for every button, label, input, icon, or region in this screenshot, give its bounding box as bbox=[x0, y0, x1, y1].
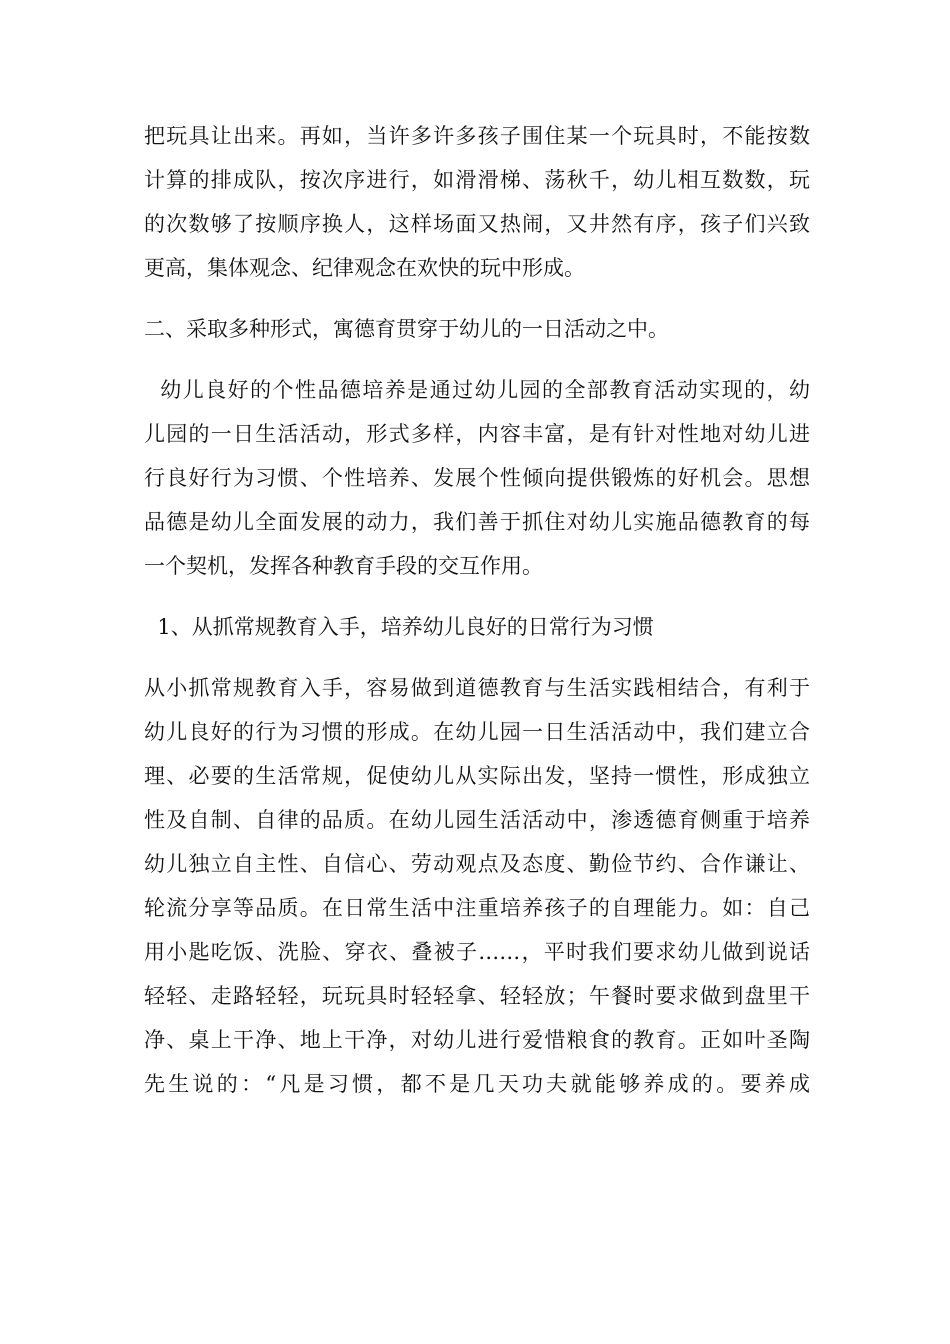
text-line: 幼儿良好的个性品德培养是通过幼儿园的全部教育活动实现的，幼 bbox=[144, 378, 810, 402]
text-line: 更高，集体观念、纪律观念在欢快的玩中形成。 bbox=[144, 256, 585, 280]
section-heading-two bbox=[144, 307, 810, 351]
text-line: 幼儿独立自主性、自信心、劳动观点及态度、勤俭节约、合作谦让、 bbox=[144, 852, 810, 876]
text-line: 轮流分享等品质。在日常生活中注重培养孩子的自理能力。如：自己 bbox=[144, 896, 810, 920]
text-line: 儿园的一日生活活动，形式多样，内容丰富，是有针对性地对幼儿进 bbox=[144, 422, 810, 446]
paragraph-character-education bbox=[144, 368, 810, 588]
text-line: 理、必要的生活常规，促使幼儿从实际出发，坚持一惯性，形成独立 bbox=[144, 764, 810, 788]
paragraph-routine-education bbox=[144, 666, 810, 1106]
text-line: 品德是幼儿全面发展的动力，我们善于抓住对幼儿实施品德教育的每 bbox=[144, 510, 810, 534]
text-line: 性及自制、自律的品质。在幼儿园生活活动中，渗透德育侧重于培养 bbox=[144, 808, 810, 832]
text-line: 从小抓常规教育入手，容易做到道德教育与生活实践相结合，有利于 bbox=[144, 676, 810, 700]
heading-line: 二、采取多种形式，寓德育贯穿于幼儿的一日活动之中。 bbox=[144, 317, 669, 341]
text-line: 行良好行为习惯、个性培养、发展个性倾向提供锻炼的好机会。思想 bbox=[144, 466, 810, 490]
text-line: 的次数够了按顺序换人，这样场面又热闹，又井然有序，孩子们兴致 bbox=[144, 212, 810, 236]
text-line: 用小匙吃饭、洗脸、穿衣、叠被子……，平时我们要求幼儿做到说话 bbox=[144, 940, 810, 964]
text-line: 把玩具让出来。再如，当许多许多孩子围住某一个玩具时，不能按数 bbox=[144, 124, 810, 148]
text-line: 计算的排成队，按次序进行，如滑滑梯、荡秋千，幼儿相互数数，玩 bbox=[144, 168, 810, 192]
heading-line: 1、从抓常规教育入手，培养幼儿良好的日常行为习惯 bbox=[144, 615, 654, 639]
text-line: 轻轻、走路轻轻，玩玩具时轻轻拿、轻轻放；午餐时要求做到盘里干 bbox=[144, 984, 810, 1008]
text-line: 净、桌上干净、地上干净，对幼儿进行爱惜粮食的教育。正如叶圣陶 bbox=[144, 1028, 810, 1052]
text-line: 幼儿良好的行为习惯的形成。在幼儿园一日生活活动中，我们建立合 bbox=[144, 720, 810, 744]
document-body bbox=[144, 114, 810, 1106]
text-line: 先生说的：“凡是习惯，都不是几天功夫就能够养成的。要养成 bbox=[144, 1072, 810, 1096]
subheading-one bbox=[144, 605, 810, 649]
text-line: 一个契机，发挥各种教育手段的交互作用。 bbox=[144, 554, 543, 578]
paragraph-toys-sharing bbox=[144, 114, 810, 290]
